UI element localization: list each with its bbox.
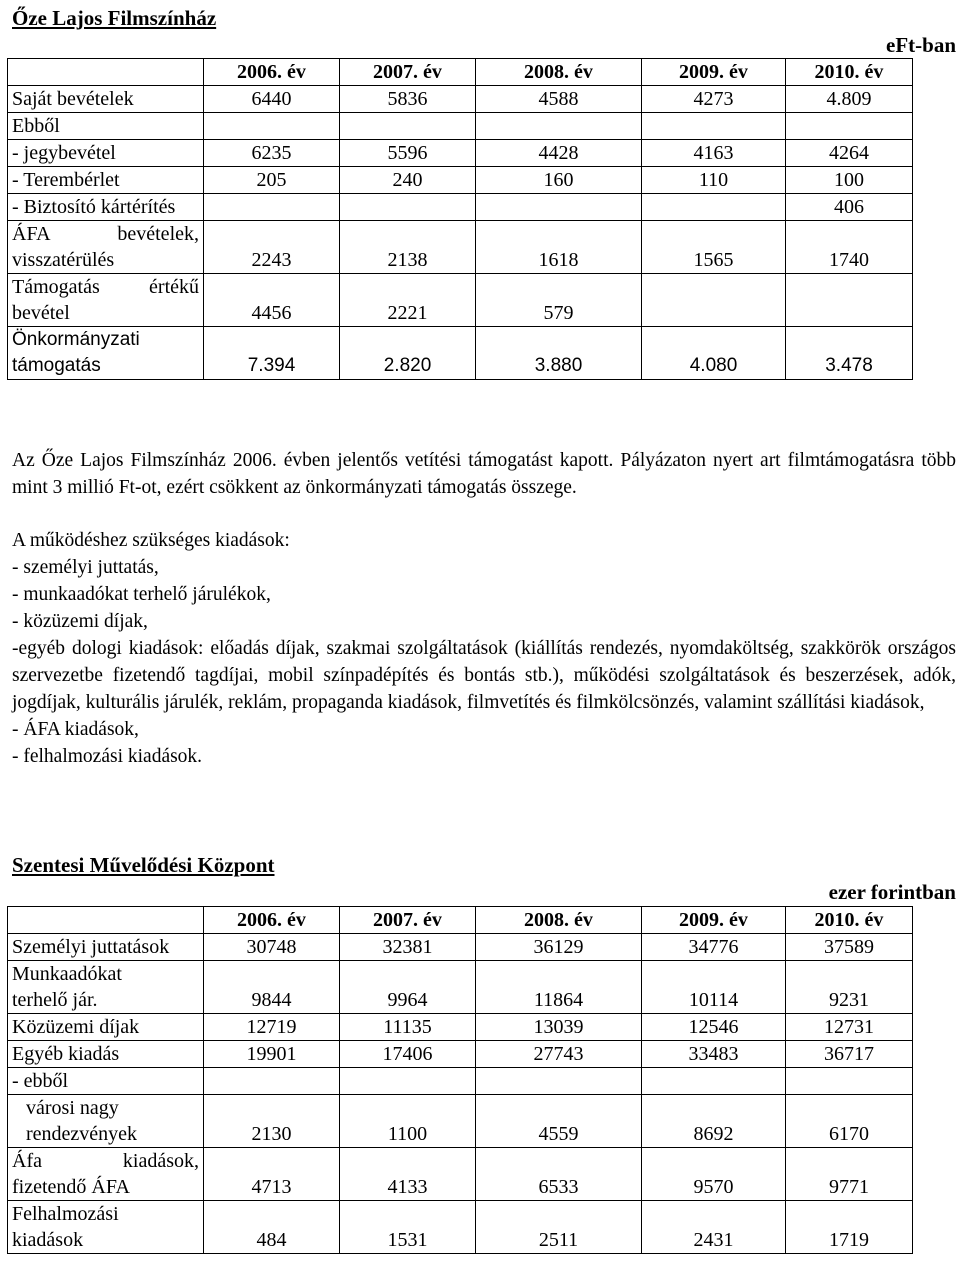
table-row <box>8 86 913 113</box>
row-label: Felhalmozási kiadások <box>8 1201 204 1254</box>
table-row <box>8 327 913 380</box>
header-cell <box>8 59 204 86</box>
cell-value <box>340 194 476 221</box>
list-item: -egyéb dologi kiadások: előadás díjak, szakmai szolgáltatások (kiállítás rendezés, nyomdaköltség, szakkörök országos szervezetbe fizetendő tagdíjai, mobil színpadépítés és bontás stb.), működési szolgáltatások és beszerzések, adók, jogdíjak, kulturális járulék, reklám, propaganda kiadások, filmvetítés és filmkölcsönzés, valamint szállítási kiadások, <box>12 638 956 713</box>
cell-value: 1531 <box>340 1201 476 1254</box>
header-cell: 2009. év <box>642 59 786 86</box>
cell-value: 1740 <box>786 221 913 274</box>
cell-value: 2138 <box>340 221 476 274</box>
row-label: - jegybevétel <box>8 140 204 167</box>
cell-value <box>786 1068 913 1095</box>
row-label: Közüzemi díjak <box>8 1014 204 1041</box>
cell-value: 484 <box>204 1201 340 1254</box>
cell-value: 9964 <box>340 961 476 1014</box>
cell-value: 6440 <box>204 86 340 113</box>
cell-value: 12719 <box>204 1014 340 1041</box>
cell-value <box>340 1068 476 1095</box>
row-label: Saját bevételek <box>8 86 204 113</box>
row-label: Személyi juttatások <box>8 934 204 961</box>
header-cell: 2006. év <box>204 907 340 934</box>
section1-title: Őze Lajos Filmszínház <box>12 6 217 30</box>
cinema-revenue-table <box>7 58 913 380</box>
table-row <box>8 1148 913 1201</box>
cell-value: 27743 <box>476 1041 642 1068</box>
cell-value <box>642 1068 786 1095</box>
cell-value: 11135 <box>340 1014 476 1041</box>
cell-value <box>476 194 642 221</box>
cell-value: 6235 <box>204 140 340 167</box>
cell-value: 1719 <box>786 1201 913 1254</box>
header-cell <box>8 907 204 934</box>
cell-value: 9570 <box>642 1148 786 1201</box>
cell-value <box>476 113 642 140</box>
cell-value: 4.809 <box>786 86 913 113</box>
cell-value: 37589 <box>786 934 913 961</box>
header-cell: 2008. év <box>476 59 642 86</box>
row-label: - Terembérlet <box>8 167 204 194</box>
cell-value: 9844 <box>204 961 340 1014</box>
row-label: Támogatás értékű bevétel <box>8 274 204 327</box>
cell-value <box>786 113 913 140</box>
table-row <box>8 1201 913 1254</box>
cell-value <box>642 194 786 221</box>
cell-value: 4264 <box>786 140 913 167</box>
cell-value: 2221 <box>340 274 476 327</box>
row-label: Munkaadókat terhelő jár. <box>8 961 204 1014</box>
cell-value: 36129 <box>476 934 642 961</box>
row-label: Egyéb kiadás <box>8 1041 204 1068</box>
cell-value: 3.880 <box>476 327 642 380</box>
table-row <box>8 221 913 274</box>
cell-value: 30748 <box>204 934 340 961</box>
header-cell: 2010. év <box>786 59 913 86</box>
row-label: ÁFA bevételek, visszatérülés <box>8 221 204 274</box>
table-header-row <box>8 59 913 86</box>
section1-unit: eFt-ban <box>886 33 956 57</box>
cell-value: 2431 <box>642 1201 786 1254</box>
section2-title: Szentesi Művelődési Központ <box>12 853 275 877</box>
cell-value <box>642 274 786 327</box>
cell-value: 4456 <box>204 274 340 327</box>
table-row <box>8 1095 913 1148</box>
cell-value <box>786 274 913 327</box>
table-row <box>8 934 913 961</box>
funding-note: Az Őze Lajos Filmszínház 2006. évben jelentős vetítési támogatást kapott. Pályázaton nyert art filmtámogatásra több mint 3 millió Ft-ot, ezért csökkent az önkormányzati támogatás összege. <box>12 450 956 498</box>
row-label: városi nagy rendezvények <box>8 1095 204 1148</box>
cell-value: 13039 <box>476 1014 642 1041</box>
cell-value: 100 <box>786 167 913 194</box>
cell-value: 10114 <box>642 961 786 1014</box>
table-row <box>8 961 913 1014</box>
table-row <box>8 274 913 327</box>
culture-center-expense-table <box>7 906 913 1254</box>
cell-value: 7.394 <box>204 327 340 380</box>
table-row <box>8 194 913 221</box>
cell-value: 4273 <box>642 86 786 113</box>
cell-value: 2.820 <box>340 327 476 380</box>
header-cell: 2007. év <box>340 907 476 934</box>
cell-value: 12546 <box>642 1014 786 1041</box>
table-header-row <box>8 907 913 934</box>
cell-value: 2511 <box>476 1201 642 1254</box>
row-label: - ebből <box>8 1068 204 1095</box>
cell-value: 2130 <box>204 1095 340 1148</box>
table-row <box>8 1014 913 1041</box>
cell-value: 1565 <box>642 221 786 274</box>
header-cell: 2009. év <box>642 907 786 934</box>
cell-value: 5836 <box>340 86 476 113</box>
header-cell: 2006. év <box>204 59 340 86</box>
cell-value: 19901 <box>204 1041 340 1068</box>
expenses-intro: A működéshez szükséges kiadások: <box>12 530 290 551</box>
cell-value <box>476 1068 642 1095</box>
cell-value <box>204 1068 340 1095</box>
table-row <box>8 140 913 167</box>
cell-value: 8692 <box>642 1095 786 1148</box>
expenses-section <box>12 527 956 770</box>
cell-value <box>204 194 340 221</box>
cell-value: 160 <box>476 167 642 194</box>
cell-value <box>642 113 786 140</box>
cell-value: 17406 <box>340 1041 476 1068</box>
cell-value: 4133 <box>340 1148 476 1201</box>
cell-value: 34776 <box>642 934 786 961</box>
row-label: Áfa kiadások, fizetendő ÁFA <box>8 1148 204 1201</box>
row-label: - Biztosító kártérítés <box>8 194 204 221</box>
cell-value: 4163 <box>642 140 786 167</box>
cell-value: 11864 <box>476 961 642 1014</box>
cell-value: 406 <box>786 194 913 221</box>
table-row <box>8 113 913 140</box>
cell-value: 32381 <box>340 934 476 961</box>
section2-unit: ezer forintban <box>828 880 956 904</box>
table-row <box>8 167 913 194</box>
cell-value: 9231 <box>786 961 913 1014</box>
cell-value: 205 <box>204 167 340 194</box>
cell-value: 5596 <box>340 140 476 167</box>
cell-value: 3.478 <box>786 327 913 380</box>
cell-value: 4428 <box>476 140 642 167</box>
cell-value: 12731 <box>786 1014 913 1041</box>
list-item: - felhalmozási kiadások. <box>12 746 203 767</box>
cell-value: 33483 <box>642 1041 786 1068</box>
cell-value: 9771 <box>786 1148 913 1201</box>
header-cell: 2007. év <box>340 59 476 86</box>
list-item: - közüzemi díjak, <box>12 611 148 632</box>
row-label: Ebből <box>8 113 204 140</box>
cell-value: 4588 <box>476 86 642 113</box>
cell-value: 36717 <box>786 1041 913 1068</box>
header-cell: 2010. év <box>786 907 913 934</box>
cell-value: 110 <box>642 167 786 194</box>
cell-value: 1618 <box>476 221 642 274</box>
cell-value: 2243 <box>204 221 340 274</box>
cell-value: 4559 <box>476 1095 642 1148</box>
list-item: - személyi juttatás, <box>12 557 159 578</box>
cell-value: 4713 <box>204 1148 340 1201</box>
cell-value: 579 <box>476 274 642 327</box>
cell-value <box>340 113 476 140</box>
list-item: - ÁFA kiadások, <box>12 719 139 740</box>
row-label: Önkormányzati támogatás <box>8 327 204 380</box>
cell-value: 240 <box>340 167 476 194</box>
cell-value: 1100 <box>340 1095 476 1148</box>
table-row <box>8 1068 913 1095</box>
list-item: - munkaadókat terhelő járulékok, <box>12 584 271 605</box>
cell-value <box>204 113 340 140</box>
header-cell: 2008. év <box>476 907 642 934</box>
table-row <box>8 1041 913 1068</box>
cell-value: 4.080 <box>642 327 786 380</box>
cell-value: 6170 <box>786 1095 913 1148</box>
cell-value: 6533 <box>476 1148 642 1201</box>
